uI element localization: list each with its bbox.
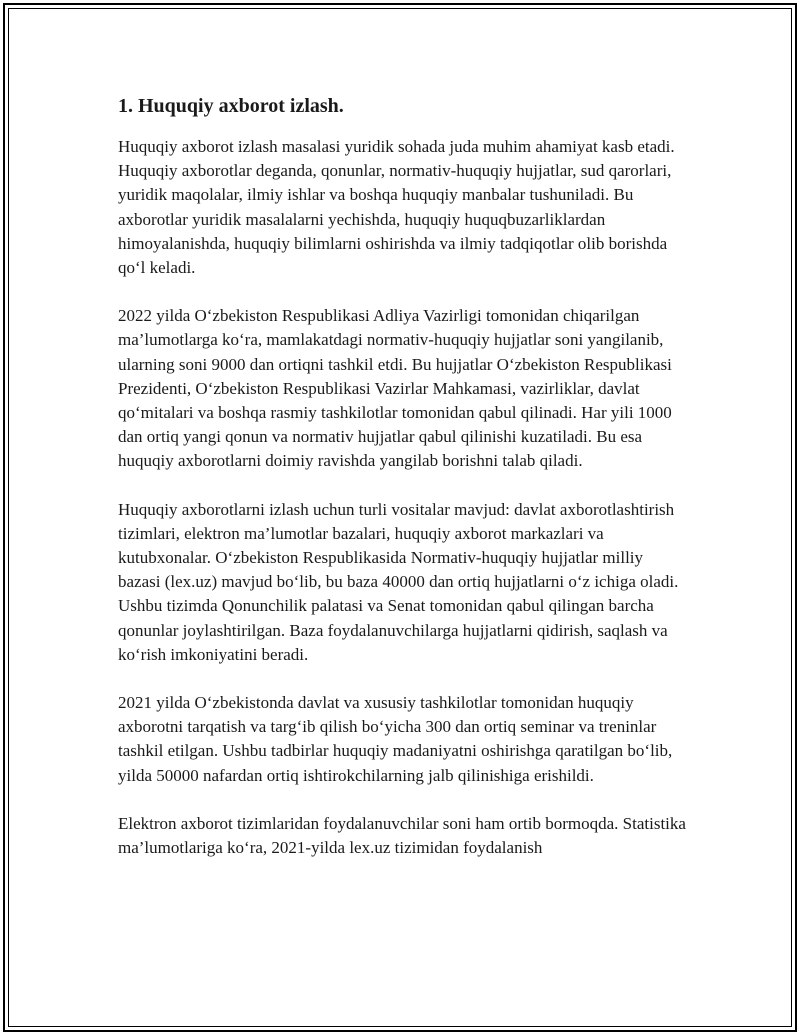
paragraph-2: 2022 yilda O‘zbekiston Respublikasi Adliya Vazirligi tomonidan chiqarilgan ma’lumotlarga ko‘ra, mamlakatdagi normativ-huquqiy hujjatlar soni yangilanib, ularning soni 9000 dan ortiqni tashkil etdi. Bu hujjatlar O‘zbekiston Respublikasi Prezidenti, O‘zbekiston Respublikasi Vazirlar Mahkamasi, vazirliklar, davlat qo‘mitalari va boshqa rasmiy tashkilotlar tomonidan qabul qilinadi. Har yili 1000 dan ortiq yangi qonun va normativ hujjatlar qabul qilinishi kuzatiladi. Bu esa huquqiy axborotlarni doimiy ravishda yangilab borishni talab qiladi. (118, 306, 672, 471)
document-body (118, 93, 688, 884)
paragraph-3: Huquqiy axborotlarni izlash uchun turli vositalar mavjud: davlat axborotlashtirish tizimlari, elektron ma’lumotlar bazalari, huquqiy axborot markazlari va kutubxonalar. O‘zbekiston Respublikasida Normativ-huquqiy hujjatlar milliy bazasi (lex.uz) mavjud bo‘lib, bu baza 40000 dan ortiq hujjatlarni o‘z ichiga oladi. Ushbu tizimda Qonunchilik palatasi va Senat tomonidan qabul qilingan barcha qonunlar joylashtirilgan. Baza foydalanuvchilarga hujjatlarni qidirish, saqlash va ko‘rish imkoniyatini beradi. (118, 499, 679, 664)
section-heading: 1. Huquqiy axborot izlash. (118, 95, 344, 117)
paragraph-4: 2021 yilda O‘zbekistonda davlat va xususiy tashkilotlar tomonidan huquqiy axborotni tarqatish va targ‘ib qilish bo‘yicha 300 dan ortiq seminar va treninlar tashkil etilgan. Ushbu tadbirlar huquqiy madaniyatni oshirishga qaratilgan bo‘lib, yilda 50000 nafardan ortiq ishtirokchilarning jalb qilinishiga erishildi. (118, 693, 673, 785)
paragraph-1: Huquqiy axborot izlash masalasi yuridik sohada juda muhim ahamiyat kasb etadi. Huquqiy axborotlar deganda, qonunlar, normativ-huquqiy hujjatlar, sud qarorlari, yuridik maqolalar, ilmiy ishlar va boshqa huquqiy manbalar tushuniladi. Bu axborotlar yuridik masalalarni yechishda, huquqiy huquqbuzarliklardan himoyalanishda, huquqiy bilimlarni oshirishda va ilmiy tadqiqotlar olib borishda qo‘l keladi. (118, 137, 675, 278)
paragraph-5: Elektron axborot tizimlaridan foydalanuvchilar soni ham ortib bormoqda. Statistika ma’lumotlariga ko‘ra, 2021-yilda lex.uz tizimidan foydalanish (118, 813, 686, 858)
